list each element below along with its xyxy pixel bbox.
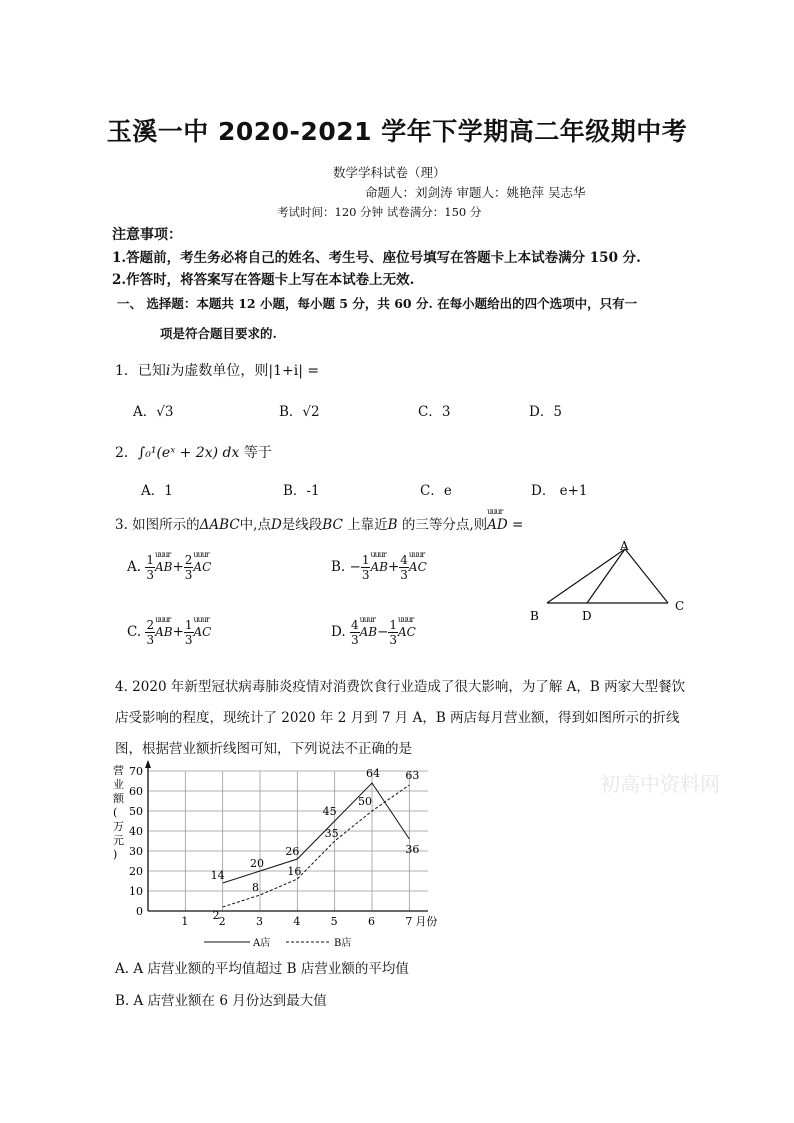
q1-option-a: A．√3 xyxy=(133,404,174,420)
q3b-d1: 3 xyxy=(361,568,370,582)
q3-option-c xyxy=(127,618,211,647)
ylabel-char: 额 xyxy=(113,792,124,805)
q1-expr: |1+i| = xyxy=(268,363,320,379)
q3-text-d: 上靠近 xyxy=(347,517,388,533)
q3-text-b: 中,点 xyxy=(239,517,271,533)
q3a-v1: uuur AB xyxy=(155,560,172,574)
data-label-a-4: 26 xyxy=(285,845,300,858)
q3a-d2: 3 xyxy=(184,568,193,582)
q1-option-c: C．3 xyxy=(418,404,451,420)
question-3 xyxy=(115,513,523,533)
y-tick-40: 40 xyxy=(129,825,143,838)
q3b-sign: − xyxy=(349,559,361,575)
q3a-n1: 1 xyxy=(146,553,154,567)
y-tick-20: 20 xyxy=(129,865,143,878)
q3d-op: − xyxy=(377,624,389,640)
question-1 xyxy=(115,360,319,380)
q2-option-c: C．e xyxy=(420,483,452,499)
legend-b: B店 xyxy=(334,938,352,949)
q3c-d1: 3 xyxy=(146,633,155,647)
q3d-v2: uuur AC xyxy=(398,625,416,639)
q4-line-2: 店受影响的程度，现统计了 2020 年 2 月到 7 月 A，B 两店每月营业额，得到如图所示的折线 xyxy=(115,710,680,726)
q3b-op: + xyxy=(387,559,400,575)
q4-option-b: B. A 店营业额在 6 月份达到最大值 xyxy=(115,993,327,1009)
y-tick-0: 0 xyxy=(136,905,143,918)
q3c-frac2 xyxy=(184,618,194,647)
data-label-a-7: 36 xyxy=(405,843,420,856)
q1-text-a: 1．已知 xyxy=(115,363,166,379)
tri-label-b: B xyxy=(530,609,539,623)
q3-point-b: B xyxy=(387,517,398,533)
ylabel-char: ) xyxy=(113,848,118,861)
q3-point-d: D xyxy=(270,517,282,533)
q3c-frac1 xyxy=(145,618,155,647)
q2-option-d: D． e+1 xyxy=(531,483,588,499)
q1-var-i: i xyxy=(165,363,171,379)
page-title: 玉溪一中 2020-2021 学年下学期高二年级期中考 xyxy=(106,117,688,146)
tri-label-d: D xyxy=(582,609,592,623)
exam-info: 考试时间：120 分钟 试卷满分：150 分 xyxy=(277,205,482,219)
y-tick-50: 50 xyxy=(129,805,143,818)
q3d-d2: 3 xyxy=(389,633,398,647)
x-unit-label: 月份 xyxy=(415,915,438,928)
section1-line2: 项是符合题目要求的. xyxy=(160,326,277,341)
y-tick-70: 70 xyxy=(129,765,143,778)
chart-data-labels xyxy=(211,767,420,922)
q3a-v2: uuur AC xyxy=(193,560,211,574)
data-label-b-2: 2 xyxy=(212,909,220,922)
triangle-figure xyxy=(525,538,695,628)
q3-option-b xyxy=(331,553,427,582)
q3-triangle: ΔABC xyxy=(199,517,240,533)
tri-side-ab xyxy=(547,549,625,603)
q1-option-b: B．√2 xyxy=(279,404,320,420)
line-chart xyxy=(108,758,448,953)
q3-text-a: 3. 如图所示的 xyxy=(115,517,200,533)
q3b-label: B. xyxy=(331,559,346,575)
q3d-n1: 4 xyxy=(350,618,359,632)
q3d-label: D. xyxy=(331,624,346,640)
q3d-d1: 3 xyxy=(350,633,359,647)
notice-item-1: 1.答题前，考生务必将自己的姓名、考生号、座位号填写在答题卡上本试卷满分 150 分. xyxy=(112,250,641,266)
subtitle: 数学学科试卷（理） xyxy=(333,165,446,180)
q3c-n2: 1 xyxy=(184,618,193,632)
question-2 xyxy=(115,442,272,462)
q3a-label: A. xyxy=(127,559,142,575)
q2-integral: ∫₀¹(eˣ + 2x) dx xyxy=(137,445,240,461)
q3-option-a xyxy=(127,553,211,582)
q3d-n2: 1 xyxy=(389,618,398,632)
data-label-b-5: 35 xyxy=(324,827,339,840)
q3c-label: C. xyxy=(127,624,142,640)
q3b-n2: 4 xyxy=(400,553,408,567)
q3-vector-ad: uuur AD = xyxy=(487,517,523,533)
ylabel-char: 万 xyxy=(113,820,124,833)
data-label-a-2: 14 xyxy=(210,869,225,882)
q3c-op: + xyxy=(172,624,184,640)
q3a-d1: 3 xyxy=(146,568,154,582)
x-tick-5: 5 xyxy=(330,915,338,928)
q1-text-b: 为虚数单位，则 xyxy=(170,363,269,379)
ylabel-char: 元 xyxy=(113,834,124,847)
q3b-d2: 3 xyxy=(400,568,408,582)
data-label-a-3: 20 xyxy=(250,857,264,870)
q3a-frac1 xyxy=(145,553,155,582)
x-tick-1: 1 xyxy=(181,915,189,928)
ylabel-char: 营 xyxy=(113,764,124,777)
notice-heading: 注意事项： xyxy=(112,227,182,243)
data-label-b-6: 50 xyxy=(358,795,372,808)
q3-option-d xyxy=(331,618,416,647)
y-axis-arrow xyxy=(145,760,151,768)
y-tick-60: 60 xyxy=(129,785,143,798)
q3b-v2: uuur AC xyxy=(409,560,427,574)
q3a-n2: 2 xyxy=(184,553,193,567)
x-tick-7: 7 xyxy=(405,915,413,928)
q3-text-c: 是线段 xyxy=(281,517,323,533)
tri-label-c: C xyxy=(675,599,685,613)
notice-item-2: 2.作答时，将答案写在答题卡上写在本试卷上无效. xyxy=(112,272,415,288)
q3a-frac2 xyxy=(184,553,194,582)
q2-option-a: A．1 xyxy=(141,483,173,499)
q4-line-3: 图，根据营业额折线图可知，下列说法不正确的是 xyxy=(115,741,412,757)
data-label-a-5: 45 xyxy=(322,805,337,818)
watermark: 初高中资料网 xyxy=(600,772,720,796)
q3c-v1: uuur AB xyxy=(155,625,172,639)
authors: 命题人：刘剑涛 审题人：姚艳萍 吴志华 xyxy=(365,185,586,200)
q3-segment-bc: BC xyxy=(322,517,343,533)
q3c-d2: 3 xyxy=(184,633,193,647)
q3c-n1: 2 xyxy=(146,618,155,632)
data-label-b-3: 8 xyxy=(252,881,259,894)
q2-num: 2． xyxy=(115,445,138,461)
q2-tail: 等于 xyxy=(243,445,272,461)
y-tick-30: 30 xyxy=(129,845,143,858)
chart-grid xyxy=(148,771,428,911)
q3d-frac2 xyxy=(388,618,398,647)
tri-label-a: A xyxy=(620,539,629,553)
y-tick-10: 10 xyxy=(129,885,143,898)
data-label-a-6: 64 xyxy=(366,767,380,780)
q3b-v1: uuur AB xyxy=(370,560,387,574)
tri-side-ac xyxy=(625,549,668,603)
q3a-op: + xyxy=(172,559,184,575)
q3-text-e: 的三等分点,则 xyxy=(401,517,488,533)
x-tick-2: 2 xyxy=(218,915,226,928)
data-label-b-4: 16 xyxy=(287,865,302,878)
legend-a: A店 xyxy=(253,938,271,949)
section1-line1: 一、 选择题：本题共 12 小题，每小题 5 分，共 60 分. 在每小题给出的四个选项中，只有一 xyxy=(117,296,638,311)
ylabel-char: 业 xyxy=(113,778,124,791)
q3c-v2: uuur AC xyxy=(194,625,212,639)
q3b-frac2 xyxy=(399,553,409,582)
q2-option-b: B．-1 xyxy=(283,483,320,499)
series-line-b xyxy=(223,785,410,907)
q4-option-a: A. A 店营业额的平均值超过 B 店营业额的平均值 xyxy=(115,961,409,977)
chart-ylabel xyxy=(113,763,125,861)
tri-segment-ad xyxy=(587,549,625,603)
data-label-b-7: 63 xyxy=(405,769,420,782)
q1-option-d: D．5 xyxy=(529,404,562,420)
chart-ticks xyxy=(129,765,437,928)
q3d-v1: uuur AB xyxy=(360,625,377,639)
q3b-n1: 1 xyxy=(361,553,370,567)
q3d-frac1 xyxy=(350,618,360,647)
x-tick-6: 6 xyxy=(368,915,375,928)
x-tick-4: 4 xyxy=(293,915,301,928)
ylabel-char: ( xyxy=(113,806,118,819)
x-tick-3: 3 xyxy=(256,915,263,928)
q4-line-1: 4. 2020 年新型冠状病毒肺炎疫情对消费饮食行业造成了很大影响，为了解 A，B 两家大型餐饮 xyxy=(115,679,686,695)
chart-series xyxy=(223,783,410,907)
